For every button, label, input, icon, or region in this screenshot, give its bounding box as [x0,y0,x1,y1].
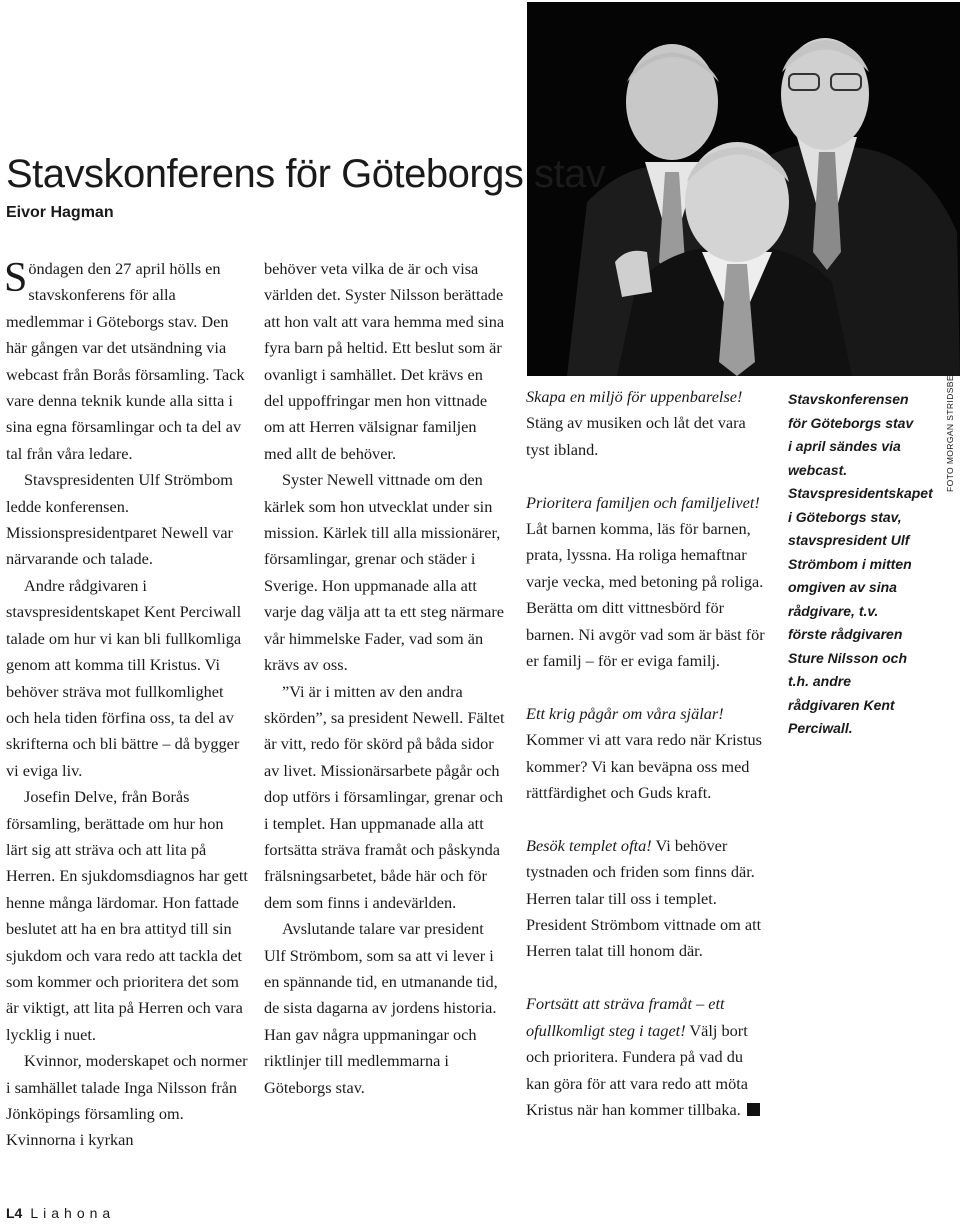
paragraph [6,256,248,467]
counsel-text: Kommer vi att vara redo när Kristus kommer? Vi kan beväpna oss med rättfärdighet och Guds kraft. [526,730,763,803]
paragraph: Syster Newell vittnade om den kärlek som hon utvecklat under sin mission. Kärlek till alla missionärer, församlingar, grenar och städer i Sverige. Hon uppmanade alla att varje dag välja att ta ett steg närmare vår himmelske Fader, vad som än krävs av oss. [264,470,505,675]
paragraph: Kvinnor, moderskapet och normer i samhället talade Inga Nilsson från Jönköpings församling om. Kvinnorna i kyrkan [6,1051,248,1150]
paragraph: Avslutande talare var president Ulf Strömbom, som sa att vi lever i en spännande tid, en utmanande tid, de sista dagarna av jordens historia. Han gav några uppmaningar och riktlinjer till medlemmarna i Göteborgs stav. [264,919,498,1097]
end-of-article-mark [747,1103,760,1116]
counsel-item [526,490,768,675]
photo-credit: FOTO MORGAN STRIDSBERG [945,361,955,492]
counsel-item [526,384,768,463]
article-column-1 [6,256,248,1154]
paragraph: Stavspresidenten Ulf Strömbom ledde konferensen. Missionspresidentparet Newell var närvarande och talade. [6,470,233,569]
article-author: Eivor Hagman [6,204,114,221]
page-footer [6,1205,115,1221]
paragraph: Andre rådgivaren i stavspresidentskapet Kent Perciwall talade om hur vi kan bli fullkomliga genom att komma till Kristus. Vi behöver sträva mot fullkomlighet och hela tiden förfina oss, ta del av skrifterna och bli bättre – då bygger vi eviga liv. [6,575,242,780]
paragraph: ”Vi är i mitten av den andra skörden”, sa president Newell. Fältet är vitt, redo för skörd på båda sidor av livet. Missionärsarbete pågår och dop utförs i församlingar, grenar och i templet. Han uppmanade alla att fortsätta sträva framåt och påskynda frälsningsarbetet, både här och för dem som finns i andevärlden. [264,681,505,912]
photo-caption: Stavskonferensen för Göteborgs stav i april sändes via webcast. Stavspresidentskapet i Göteborgs stav, stavspresident Ulf Strömbom i mitten omgiven av sina rådgivare, t.v. förste rådgivaren Sture Nilsson och t.h. andre rådgivaren Kent Perciwall. [788,391,933,736]
counsel-item [526,701,768,807]
article-column-3 [526,384,768,1123]
magazine-name: Liahona [30,1205,116,1221]
counsel-lead: Ett krig pågår om våra själar! [526,703,724,723]
counsel-item [526,833,768,965]
paragraph: Josefin Delve, från Borås församling, berättade om hur hon lärt sig att sträva och att lita på Herren. En sjukdomsdiagnos har gett henne många lärdomar. Hon fattade beslutet att ha en bra attityd till sin sjukdom och vara redo att tackla det som kommer och prioritera det som är viktigt, att lita på Herren och vara lycklig i nuet. [6,787,248,1044]
counsel-lead: Besök templet ofta! [526,835,652,855]
counsel-lead: Fortsätt att sträva framåt – ett ofullkomligt steg i taget! [526,994,725,1040]
article-column-2 [264,256,506,1101]
drop-cap: S [4,255,28,301]
counsel-lead: Prioritera familjen och familjelivet! [526,492,760,512]
counsel-text: Vi behöver tystnaden och friden som finns där. Herren talar till oss i templet. President Strömbom vittnade om att Herren talat till honom där. [526,835,762,961]
counsel-text: Låt barnen komma, läs för barnen, prata, lyssna. Ha roliga hemaftnar varje vecka, med betoning på roliga. Berätta om ditt vittnesbörd för barnen. Ni avgör vad som är bäst för er familj – för er eviga familj. [526,519,765,671]
page-number: L4 [6,1205,23,1221]
counsel-text: Stäng av musiken och låt det vara tyst ibland. [526,413,746,459]
paragraph: behöver veta vilka de är och visa världen det. Syster Nilsson berättade att hon valt att vara hemma med sina fyra barn på heltid. Ett beslut som är ovanligt i samhället. Det krävs en del uppoffringar men hon vittnade om att Herren välsignar familjen med allt de behöver. [264,259,505,463]
paragraph-text: öndagen den 27 april hölls en stavskonferens för alla medlemmar i Göteborgs stav. Den här gången var det utsändning via webcast från Borås församling. Tack vare denna teknik kunde alla sitta i sina egna församlingar och ta del av tal från våra ledare. [6,259,245,463]
counsel-text: Välj bort och prioritera. Fundera på vad du kan göra för att vara redo att möta Kristus när han kommer tillbaka. [526,1020,748,1119]
counsel-lead: Skapa en miljö för uppenbarelse! [526,387,743,406]
counsel-item [526,991,768,1123]
article-title: Stavskonferens för Göteborgs stav [6,152,606,196]
